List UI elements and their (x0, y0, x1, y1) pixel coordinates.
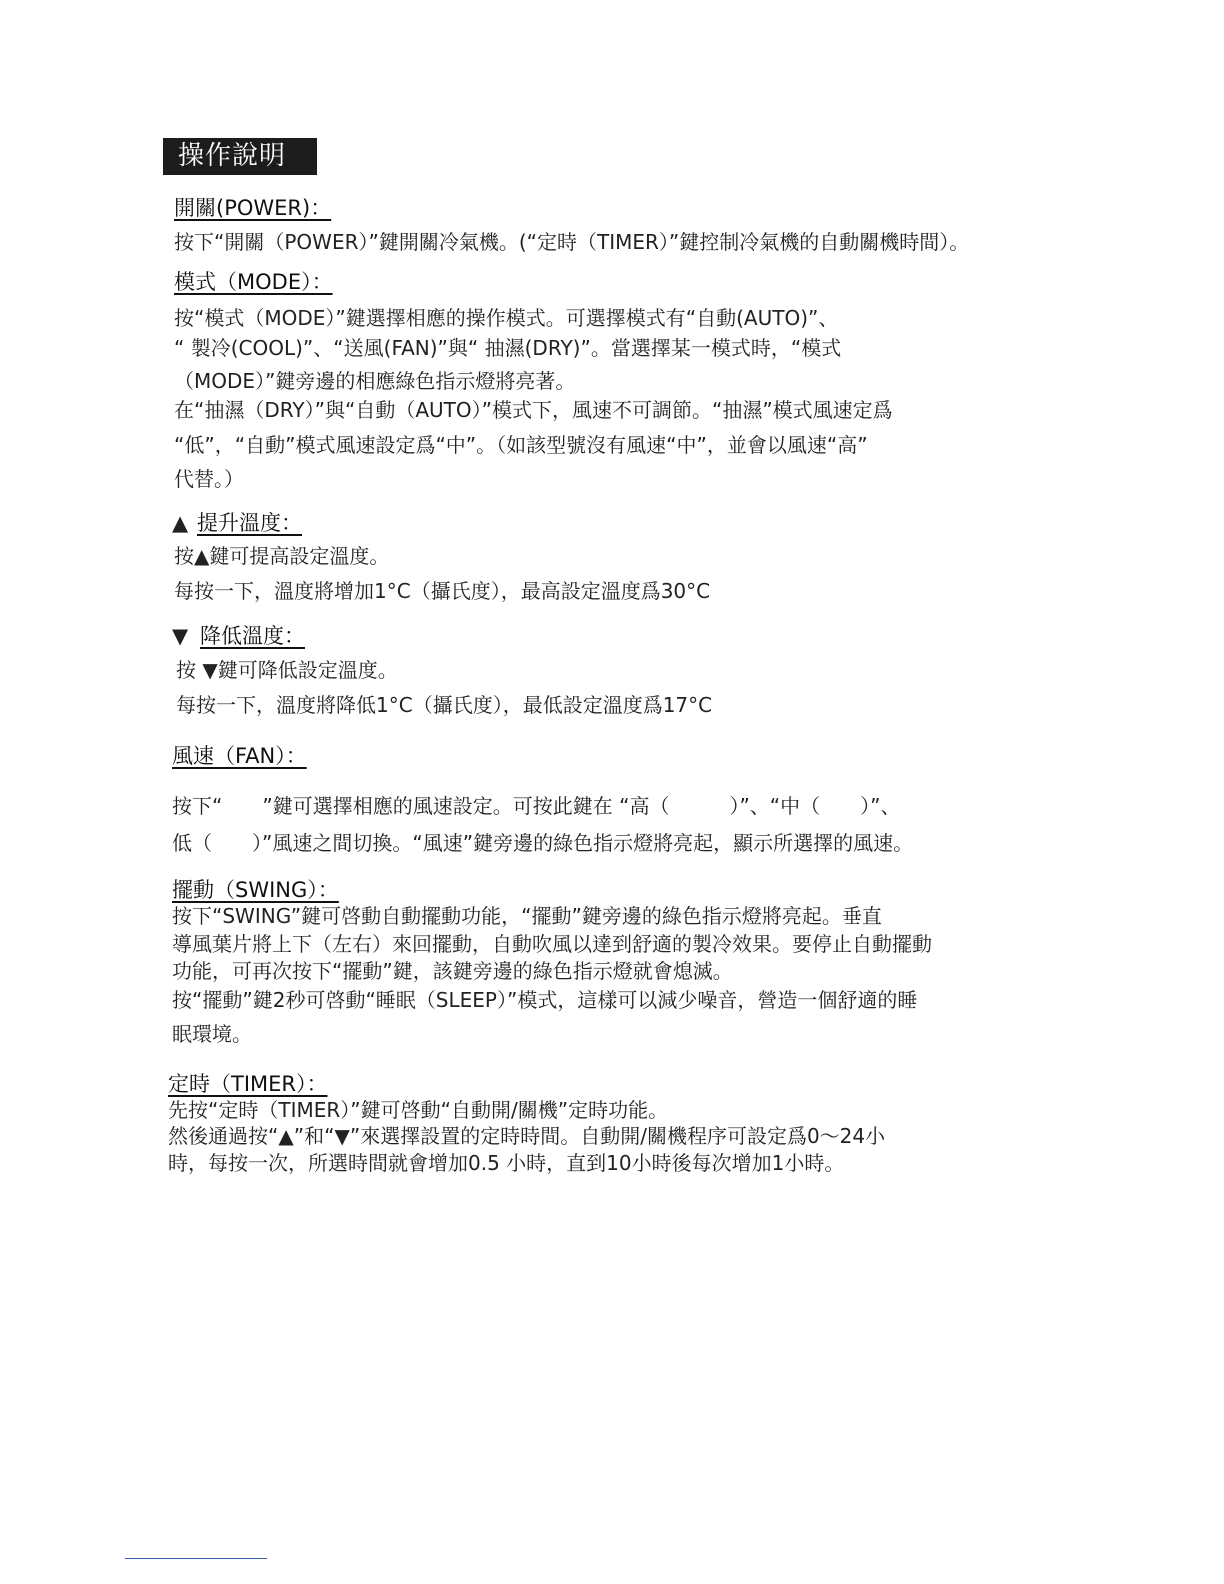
fan-heading: 風速（FAN）： (172, 744, 307, 768)
timer-line-1: 先按“定時（TIMER）”鍵可啓動“自動開/關機”定時功能。 (168, 1098, 669, 1122)
mode-line-2: “ 製冷(COOL)”、“送風(FAN)”與“ 抽濕(DRY)”。當選擇某一模式時，“模式 (174, 336, 842, 360)
power-line-1: 按下“開關（POWER）”鍵開關冷氣機。(“定時（TIMER）”鍵控制冷氣機的自動關機時間）。 (174, 230, 970, 254)
timer-line-2: 然後通過按“▲”和“▼”來選擇設置的定時時間。自動開/關機程序可設定爲0～24小 (168, 1124, 886, 1148)
mode-line-3: （MODE）”鍵旁邊的相應綠色指示燈將亮著。 (174, 369, 576, 393)
temp-down-heading-symbol: ▼ (172, 624, 189, 648)
footer-rule (125, 1558, 267, 1559)
fan-line-2: 低（ ）”風速之間切換。“風速”鍵旁邊的綠色指示燈將亮起，顯示所選擇的風速。 (172, 831, 914, 855)
swing-line-3: 功能，可再次按下“擺動”鍵，該鍵旁邊的綠色指示燈就會熄滅。 (172, 959, 733, 983)
timer-heading: 定時（TIMER）： (168, 1072, 328, 1096)
swing-heading: 擺動（SWING）： (172, 878, 339, 902)
temp-up-heading-symbol: ▲ (172, 511, 189, 535)
timer-line-3: 時，每按一次，所選時間就會增加0.5 小時，直到10小時後每次增加1小時。 (168, 1151, 845, 1175)
temp-up-line-2: 每按一下，溫度將增加1°C（攝氏度），最高設定溫度爲30°C (174, 579, 711, 603)
temp-down-line-2: 每按一下，溫度將降低1°C（攝氏度），最低設定溫度爲17°C (176, 693, 713, 717)
swing-line-2: 導風葉片將上下（左右）來回擺動，自動吹風以達到舒適的製冷效果。要停止自動擺動 (172, 932, 932, 956)
temp-up-line-1: 按▲鍵可提高設定溫度。 (174, 544, 390, 568)
temp-down-line-1: 按 ▼鍵可降低設定溫度。 (176, 658, 398, 682)
swing-line-1: 按下“SWING”鍵可啓動自動擺動功能，“擺動”鍵旁邊的綠色指示燈將亮起。垂直 (172, 904, 882, 928)
temp-down-heading: 降低溫度： (200, 624, 305, 648)
temp-up-heading: 提升溫度： (197, 511, 302, 535)
mode-heading: 模式（MODE）： (174, 270, 333, 294)
swing-line-5: 眠環境。 (172, 1022, 252, 1046)
mode-line-1: 按“模式（MODE）”鍵選擇相應的操作模式。可選擇模式有“自動(AUTO)”、 (174, 306, 839, 330)
swing-line-4: 按“擺動”鍵2秒可啓動“睡眠（SLEEP）”模式，這樣可以減少噪音，營造一個舒適的睡 (172, 988, 918, 1012)
section-title-badge: 操作說明 (163, 138, 317, 175)
mode-line-4: 在“抽濕（DRY）”與“自動（AUTO）”模式下，風速不可調節。“抽濕”模式風速定爲 (174, 398, 893, 422)
power-heading: 開關(POWER)： (174, 196, 332, 220)
fan-line-1: 按下“ ”鍵可選擇相應的風速設定。可按此鍵在 “高（ ）”、“中（ ）”、 (172, 794, 901, 818)
mode-line-5: “低”，“自動”模式風速設定爲“中”。（如該型號沒有風速“中”，並會以風速“高” (174, 433, 868, 457)
mode-line-6: 代替。） (174, 467, 244, 491)
